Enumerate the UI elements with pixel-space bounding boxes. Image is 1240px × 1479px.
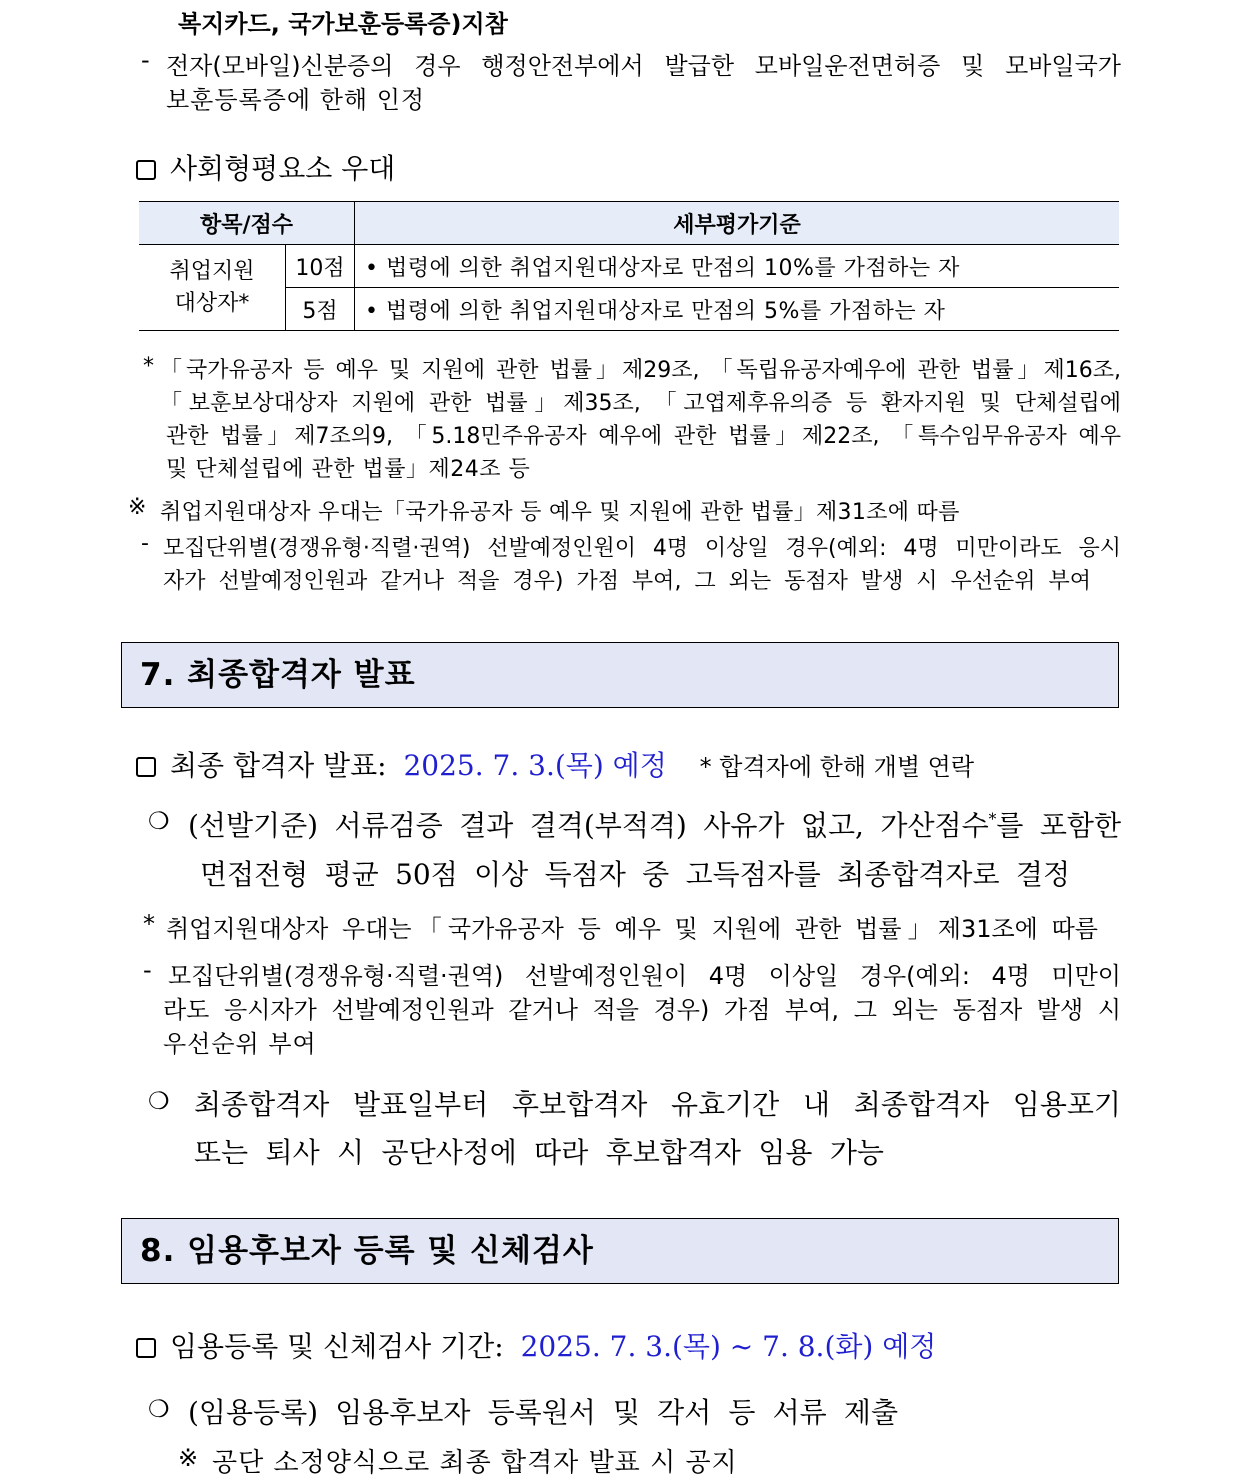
header-criteria: 세부평가기준 bbox=[355, 202, 1120, 245]
sub-dash: - bbox=[141, 531, 149, 556]
reserve-line-1: 최종합격자 발표일부터 후보합격자 유효기간 내 최종합격자 임용포기 bbox=[194, 1088, 1121, 1121]
star-mark: * bbox=[143, 910, 155, 938]
note-text: 취업지원대상자 우대는「국가유공자 등 예우 및 지원에 관한 법률」제31조에 따름 bbox=[160, 500, 960, 525]
footnote-line: 관한 법률」제7조의9, 「5.18민주유공자 예우에 관한 법률」제22조, 「특수임무유공자 예우 bbox=[166, 424, 1121, 449]
criteria-cell: • 법령에 의한 취업지원대상자로 만점의 10%를 가점하는 자 bbox=[355, 245, 1120, 288]
criteria-line-1: (선발기준) 서류검증 결과 결격(부적격) 사유가 없고, 가산점수*를 포함한 bbox=[188, 809, 1121, 842]
footnote-line: 「국가유공자 등 예우 및 지원에 관한 법률」제29조, 「독립유공자예우에 관한 법률」제16조, bbox=[160, 358, 1121, 383]
footnote-mark: * bbox=[143, 354, 154, 379]
star-note: 취업지원대상자 우대는「국가유공자 등 예우 및 지원에 관한 법률」제31조에 따름 bbox=[166, 915, 1098, 943]
note-mark: ※ bbox=[128, 495, 147, 520]
dash-mark: - bbox=[143, 956, 152, 984]
note-mark: ※ bbox=[178, 1444, 199, 1472]
header-item: 항목/점수 bbox=[139, 202, 355, 245]
announce-date: 2025. 7. 3.(목) 예정 bbox=[403, 749, 667, 782]
criteria-cell: • 법령에 의한 취업지원대상자로 만점의 5%를 가점하는 자 bbox=[355, 288, 1120, 331]
reserve-line-2: 또는 퇴사 시 공단사정에 따라 후보합격자 임용 가능 bbox=[194, 1136, 884, 1169]
intro-line-3: 보훈등록증에 한해 인정 bbox=[166, 86, 426, 114]
dash-line-1: 모집단위별(경쟁유형·직렬·권역) 선발예정인원이 4명 이상일 경우(예외: 4명 미만이 bbox=[168, 962, 1121, 990]
score-cell: 5점 bbox=[286, 288, 355, 331]
bullet-mark: ❍ bbox=[148, 1395, 170, 1423]
note-text: 공단 소정양식으로 최종 합격자 발표 시 공지 bbox=[212, 1448, 738, 1478]
checkbox-icon bbox=[136, 1338, 156, 1358]
dash-line-3: 우선순위 부여 bbox=[163, 1030, 317, 1058]
checkbox-icon bbox=[136, 160, 156, 180]
intro-line-1: 복지카드, 국가보훈등록증)지참 bbox=[178, 10, 508, 38]
intro-dash: - bbox=[141, 46, 150, 74]
period-line: 임용등록 및 신체검사 기간: 2025. 7. 3.(목) ~ 7. 8.(화) 예정 bbox=[136, 1325, 936, 1365]
announce-line: 최종 합격자 발표: 2025. 7. 3.(목) 예정 * 합격자에 한해 개별 연락 bbox=[136, 744, 974, 784]
dash-line-2: 라도 응시자가 선발예정인원과 같거나 적을 경우) 가점 부여, 그 외는 동점자 발생 시 bbox=[163, 996, 1121, 1024]
intro-line-2: 전자(모바일)신분증의 경우 행정안전부에서 발급한 모바일운전면허증 및 모바일국가 bbox=[166, 52, 1121, 80]
bullet-mark: ❍ bbox=[148, 1087, 170, 1115]
period-date: 2025. 7. 3.(목) ~ 7. 8.(화) 예정 bbox=[520, 1330, 937, 1363]
bullet-mark: ❍ bbox=[148, 807, 170, 835]
checkbox-icon bbox=[136, 757, 156, 777]
section-8-header: 8. 임용후보자 등록 및 신체검사 bbox=[121, 1218, 1119, 1284]
category-cell: 취업지원 대상자* bbox=[139, 245, 286, 331]
criteria-line-2: 면접전형 평균 50점 이상 득점자 중 고득점자를 최종합격자로 결정 bbox=[200, 858, 1070, 891]
footnote-line: 「보훈보상대상자 지원에 관한 법률」제35조, 「고엽제후유의증 등 환자지원 및 단체설립에 bbox=[160, 391, 1121, 416]
footnote-line: 및 단체설립에 관한 법률」제24조 등 bbox=[166, 457, 531, 482]
announce-note: * 합격자에 한해 개별 연락 bbox=[699, 753, 975, 781]
score-cell: 10점 bbox=[286, 245, 355, 288]
social-heading: 사회형평요소 우대 bbox=[136, 147, 395, 187]
sub-line-1: 모집단위별(경쟁유형·직렬·권역) 선발예정인원이 4명 이상일 경우(예외: 4명 미만이라도 응시 bbox=[163, 536, 1121, 561]
criteria-table bbox=[139, 201, 1119, 331]
section-7-header: 7. 최종합격자 발표 bbox=[121, 642, 1119, 708]
register-line: (임용등록) 임용후보자 등록원서 및 각서 등 서류 제출 bbox=[188, 1396, 898, 1429]
sub-line-2: 자가 선발예정인원과 같거나 적을 경우) 가점 부여, 그 외는 동점자 발생 시 우선순위 부여 bbox=[163, 569, 1091, 594]
